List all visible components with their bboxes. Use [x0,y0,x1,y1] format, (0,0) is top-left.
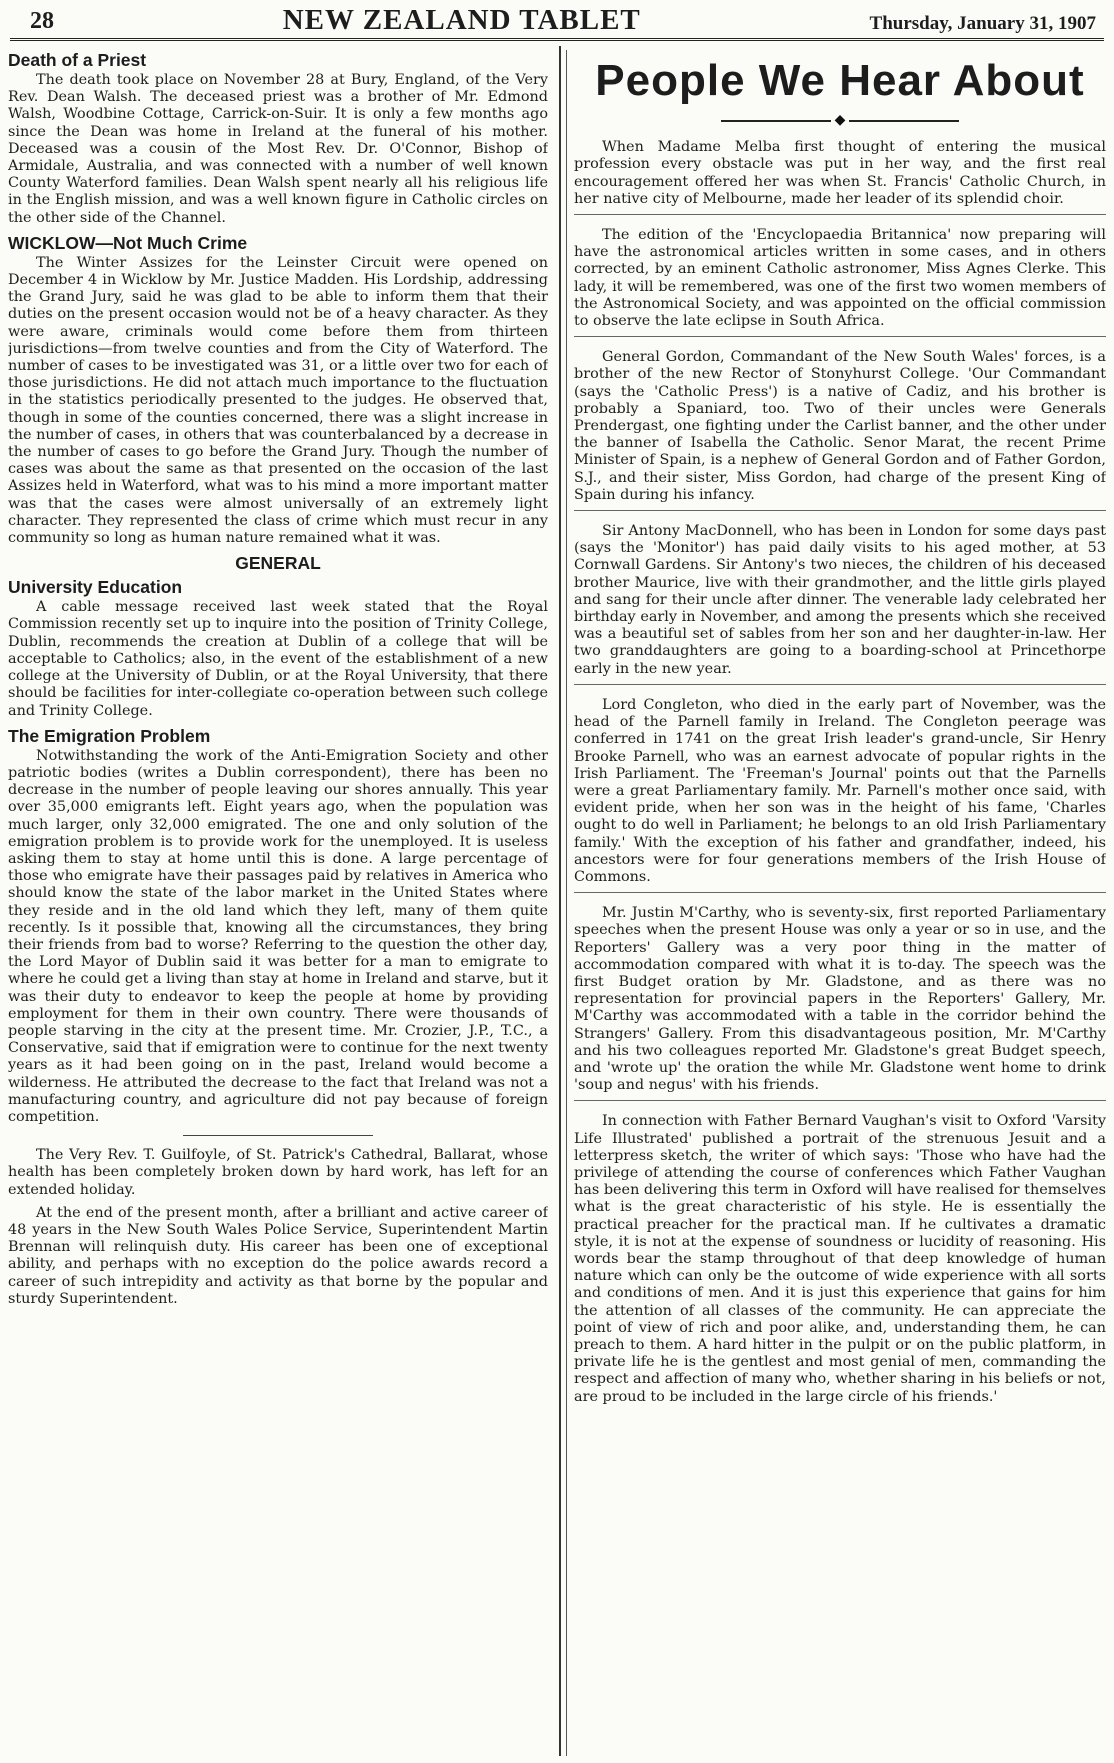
paragraph-melba: When Madame Melba first thought of entering the musical profession every obstacle was put in her way, and the first real encouragement offered her was when St. Francis' Catholic Church, in her native city of Melbourne, made her leader of its splendid choir. [574,139,1106,207]
death-priest-body: The death took place on November 28 at Bury, England, of the Very Rev. Dean Walsh. The deceased priest was a brother of Mr. Edmond Walsh, Woodbine Cottage, Carrick-on-Suir. It is only a few months ago since the Dean was home in Ireland at the funeral of his mother. Deceased was a cousin of the Most Rev. Dr. O'Connor, Bishop of Armidale, Australia, and was connected with a number of well known County Waterford families. Dean Walsh spent nearly all his religious life in the English mission, and was a well known figure in Catholic circles on the other side of the Channel. [8,72,548,226]
paragraph-gordon: General Gordon, Commandant of the New South Wales' forces, is a brother of the new Rector of Stonyhurst College. 'Our Commandant (says the 'Catholic Press') is a native of Cadiz, and his brother is probably a Spaniard, too. Two of their uncles were Generals Prendergast, one fighting under the Carlist banner, and the other under the banner of Isabella the Catholic. Senor Marat, the recent Prime Minister of Spain, is a nephew of General Gordon and of Father Gordon, S.J., and their sister, Miss Gordon, had charge of the present King of Spain during his infancy. [574,349,1106,503]
issue-date: Thursday, January 31, 1907 [869,13,1096,34]
paragraph-macdonnell: Sir Antony MacDonnell, who has been in London for some days past (says the 'Monitor') has paid daily visits to his aged mother, at 53 Cornwall Gardens. Sir Antony's two nieces, the children of his deceased brother Maurice, live with their grandmother, and the little girls played and sang for their uncle after dinner. The venerable lady celebrated her birthday early in November, and among the presents which she received was a beautiful set of sables from her son and her daughter-in-law. Her two granddaughters are going to a boarding-school at Princethorpe early in the new year. [574,523,1106,677]
guilfoyle-paragraph: The Very Rev. T. Guilfoyle, of St. Patrick's Cathedral, Ballarat, whose health has been completely broken down by hard work, has left for an extended holiday. [8,1147,548,1198]
item-divider [574,1100,1106,1101]
right-column [574,48,1106,1753]
paragraph-vaughan: In connection with Father Bernard Vaughan's visit to Oxford 'Varsity Life Illustrated' published a portrait of the strenuous Jesuit and a letterpress sketch, the writer of which says: 'Those who have had the privilege of attending the course of conferences which Father Vaughan has been delivering this term in Oxford will have realised for themselves what is the great characteristic of his style. He is essentially the practical preacher for the practical man. If he cultivates a dramatic style, it is not at the expense of soundness or lucidity of reasoning. His words bear the stamp throughout of that deep knowledge of human nature which can only be the outcome of wide experience with all sorts and conditions of men. And it is just this experience that gains for him the attention of all classes of the community. He can appreciate the point of view of rich and poor alike, and, understanding them, he can preach to them. A hard hitter in the pulpit or on the public platform, in private life he is the gentlest and most genial of men, commanding the respect and affection of many who, whether sharing in his beliefs or not, are proud to be included in the large circle of his friends.' [574,1113,1106,1405]
people-we-hear-about-title: People We Hear About [595,56,1085,105]
paper-title: NEW ZEALAND TABLET [282,4,641,36]
left-column [8,48,548,1753]
wicklow-heading: WICKLOW—Not Much Crime [8,232,248,253]
item-divider [574,214,1106,215]
emigration-body: Notwithstanding the work of the Anti-Emigration Society and other patriotic bodies (writes a Dublin correspondent), there has been no decrease in the number of people leaving our shores annually. This year over 35,000 emigrants left. Eight years ago, when the population was much larger, only 32,000 emigrated. The one and only solution of the emigration problem is to provide work for the unemployed. It is useless asking them to stay at home until this is done. A large percentage of those who emigrate have their passages paid by relatives in America who should know the state of the labor market in the United States where they reside and in the old land which they left, many of them quite recently. Is it possible that, knowing all the circumstances, they bring their friends from bad to worse? Referring to the question the other day, the Lord Mayor of Dublin said it was better for a man to emigrate to where he could get a living than stay at home in Ireland and starve, but it was their duty to endeavor to keep the people at home by providing employment for them in their own country. There were thousands of people starving in the city at the present time. Mr. Crozier, J.P., T.C., a Conservative, said that if emigration were to continue for the next twenty years as it had been going on in the past, Ireland would become a wilderness. He attributed the decrease to the fact that Ireland was not a manufacturing country, and agriculture did not pay because of foreign competition. [8,747,548,1125]
section-divider [183,1135,373,1136]
brennan-paragraph: At the end of the present month, after a brilliant and active career of 48 years in the New South Wales Police Service, Superintendent Martin Brennan will relinquish duty. His career has been one of exceptional ability, and perhaps with no exception do the police awards record a career of such intrepidity and activity as that borne by the popular and sturdy Superintendent. [8,1204,548,1307]
item-divider [574,510,1106,511]
item-divider [574,336,1106,337]
column-divider [559,46,561,1756]
paragraph-congleton: Lord Congleton, who died in the early part of November, was the head of the Parnell family in Ireland. The Congleton peerage was conferred in 1741 on the great Irish leader's grand-uncle, Sir Henry Brooke Parnell, who was an earnest advocate of popular rights in the Irish Parliament. The 'Freeman's Journal' points out that the Parnells were a great Parliamentary family. Mr. Parnell's mother once said, with evident pride, when her son was in the height of his fame, 'Charles ought to do well in Parliament; he belongs to an old Irish Parliamentary family.' With the exception of his father and grandfather, indeed, his ancestors were for four generations members of the Irish House of Commons. [574,696,1106,885]
paragraph-mccarthy: Mr. Justin M'Carthy, who is seventy-six, first reported Parliamentary speeches when the present House was only a year or so in use, and the Reporters' Gallery was a very poor thing in the matter of accommodation compared with what it is to-day. The speech was the first Budget oration by Mr. Gladstone, and as there was no representation for provincial papers in the Reporters' Gallery, Mr. M'Carthy was accommodated with a table in the corridor behind the Strangers' Gallery. From this disadvantageous position, Mr. M'Carthy and his two colleagues reported Mr. Gladstone's great Budget speech, and 'wrote up' the oration the while Mr. Gladstone went home to drink 'soup and negus' with his friends. [574,905,1106,1094]
page-number: 28 [30,8,54,34]
item-divider [574,892,1106,893]
paragraph-clerke: The edition of the 'Encyclopaedia Britannica' now preparing will have the astronomical articles written in some cases, and in others corrected, by an eminent Catholic astronomer, Miss Agnes Clerke. This lady, it will be remembered, was one of the first two women members of the Astronomical Society, and was appointed on the official commission to observe the late eclipse in South Africa. [574,227,1106,330]
university-heading: University Education [8,577,183,598]
wicklow-body: The Winter Assizes for the Leinster Circuit were opened on December 4 in Wicklow by Mr. Justice Madden. His Lordship, addressing the Grand Jury, said he was glad to be able to inform them that their duties on the present occasion would not be of a heavy character. As they were aware, criminals would come before them from thirteen jurisdictions—from twelve counties and from the City of Waterford. The number of cases to be investigated was 31, or a little over two for each of those jurisdictions. He did not attach much importance to the fluctuation in the statistics periodically presented to the judges. He observed that, though in some of the counties concerned, there was a slight increase in the number of cases, in others that was counterbalanced by a decrease in the number of cases to go before the Grand Jury. Though the number of cases was about the same as that presented on the occasion of the last Assizes held in Waterford, what was to his mind a more important matter was that the cases were almost universally of an extremely light character. They represented the class of crime which must recur in any community so long as human nature remained what it was. [8,254,548,547]
general-heading: GENERAL [235,553,321,574]
death-priest-heading: Death of a Priest [8,50,147,70]
masthead [10,4,1104,41]
item-divider [574,684,1106,685]
emigration-heading: The Emigration Problem [8,725,211,746]
university-body: A cable message received last week stated that the Royal Commission recently set up to inquire into the position of Trinity College, Dublin, recommends the creation at Dublin of a college that will be acceptable to Catholics; also, in the event of the establishment of a new college at the University of Dublin, or at the Royal University, that there should be facilities for inter-collegiate co-operation between such college and Trinity College. [8,599,548,719]
diamond-icon: ◆ [834,112,846,128]
title-ornament [574,112,1106,129]
